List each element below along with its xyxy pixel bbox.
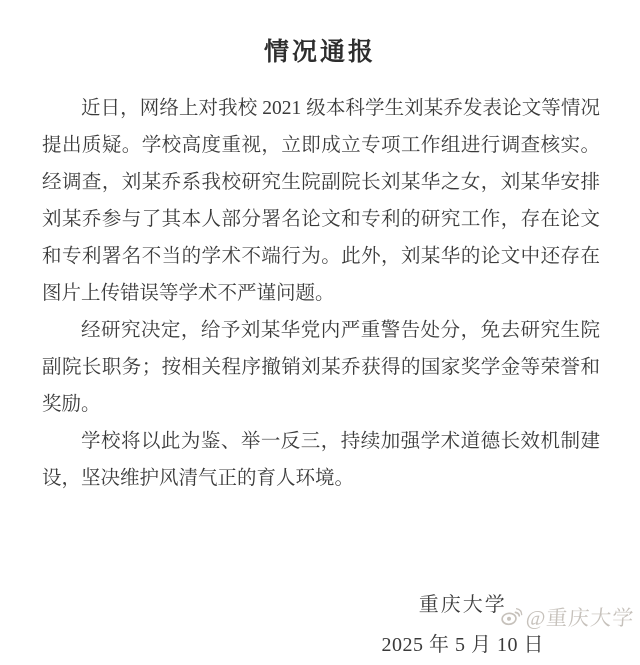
signature-date: 2025 年 5 月 10 日: [381, 634, 544, 656]
signature-name: 重庆大学: [418, 594, 507, 616]
paragraph-3: 学校将以此为鉴、举一反三，持续加强学术道德长效机制建设，坚决维护风清气正的育人环境。: [42, 431, 600, 489]
watermark-text: @重庆大学: [524, 606, 635, 630]
paragraph-1: 近日，网络上对我校 2021 级本科学生刘某乔发表论文等情况提出质疑。学校高度重视，立即成立专项工作组进行调查核实。经调查，刘某乔系我校研究生院副院长刘某华之女，刘某华安排刘某乔参与了其本人部分署名论文和专利的研究工作，存在论文和专利署名不当的学术不端行为。此外，刘某华的论文中还存在图片上传错误等学术不严谨问题。: [42, 98, 600, 304]
paragraph-2: 经研究决定，给予刘某华党内严重警告处分，免去研究生院副院长职务；按相关程序撤销刘某乔获得的国家奖学金等荣誉和奖励。: [42, 320, 600, 415]
watermark: [499, 602, 635, 632]
weibo-icon: [499, 607, 522, 626]
page-title: 情况通报: [263, 39, 376, 66]
notice-body: [42, 90, 600, 497]
